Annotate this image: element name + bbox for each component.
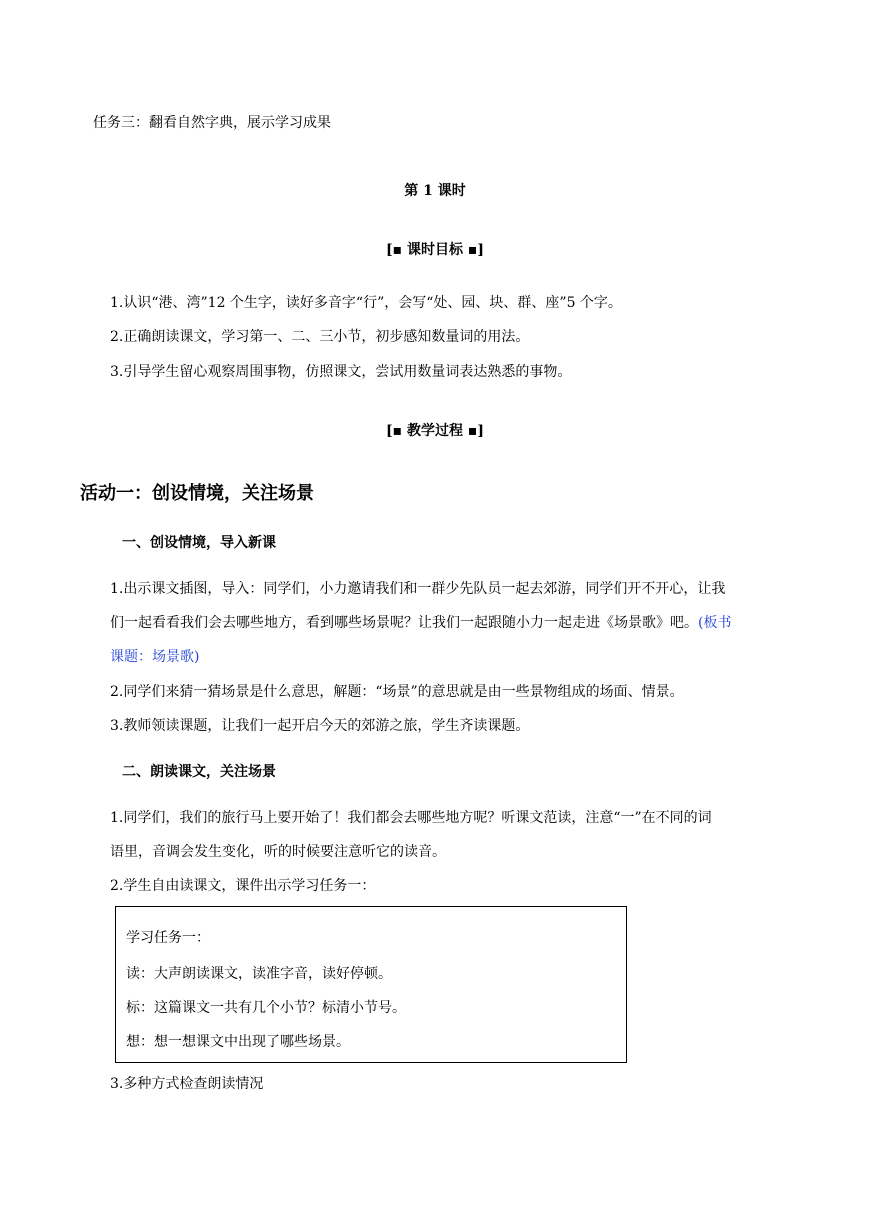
board-note: (板书 bbox=[698, 615, 732, 631]
lesson-title: 第 1 课时 bbox=[404, 183, 466, 199]
task-box-mark: 标：这篇课文一共有几个小节？标清小节号。 bbox=[126, 1000, 406, 1016]
activity-one-heading: 活动一：创设情境，关注场景 bbox=[80, 483, 314, 504]
process-heading: [▪ 教学过程 ▪] bbox=[386, 423, 484, 439]
objectives-heading: [▪ 课时目标 ▪] bbox=[386, 242, 484, 258]
section-one-paragraph-3: 3.教师领读课题，让我们一起开启今天的郊游之旅，学生齐读课题。 bbox=[110, 718, 530, 734]
task-box-title: 学习任务一： bbox=[126, 930, 210, 946]
section-two-paragraph-1-line-2: 语里，音调会发生变化，听的时候要注意听它的读音。 bbox=[110, 844, 446, 860]
section-two-paragraph-3: 3.多种方式检查朗读情况 bbox=[110, 1076, 264, 1092]
task-box-think: 想：想一想课文中出现了哪些场景。 bbox=[126, 1034, 350, 1050]
task-box-read: 读：大声朗读课文，读准字音，读好停顿。 bbox=[126, 966, 392, 982]
objective-item: 3.引导学生留心观察周围事物，仿照课文，尝试用数量词表达熟悉的事物。 bbox=[110, 364, 572, 380]
section-one-paragraph-2: 2.同学们来猜一猜场景是什么意思，解题：“场景”的意思就是由一些景物组成的场面、情景。 bbox=[110, 684, 684, 700]
section-two-paragraph-1-line-1: 1.同学们，我们的旅行马上要开始了！我们都会去哪些地方呢？听课文范读，注意“一”在不同的词 bbox=[110, 810, 712, 826]
section-one-heading: 一、创设情境，导入新课 bbox=[122, 535, 276, 551]
task-three-text: 任务三：翻看自然字典，展示学习成果 bbox=[93, 115, 331, 131]
objective-item: 2.正确朗读课文，学习第一、二、三小节，初步感知数量词的用法。 bbox=[110, 329, 530, 345]
objective-item: 1.认识“港、湾”12 个生字，读好多音字“行”，会写“处、园、块、群、座”5 个字。 bbox=[110, 295, 622, 311]
section-two-heading: 二、朗读课文，关注场景 bbox=[122, 764, 276, 780]
section-one-paragraph-1-line-2 bbox=[110, 614, 731, 632]
learning-task-box bbox=[115, 906, 627, 1063]
board-note-continued: 课题：场景歌) bbox=[110, 649, 200, 665]
section-two-paragraph-2: 2.学生自由读课文，课件出示学习任务一： bbox=[110, 878, 376, 894]
section-one-paragraph-1-line-1: 1.出示课文插图，导入：同学们，小力邀请我们和一群少先队员一起去郊游，同学们开不开心，让我 bbox=[110, 581, 726, 597]
section-one-paragraph-1-text: 们一起看看我们会去哪些地方，看到哪些场景呢？让我们一起跟随小力一起走进《场景歌》吧。 bbox=[110, 615, 698, 631]
